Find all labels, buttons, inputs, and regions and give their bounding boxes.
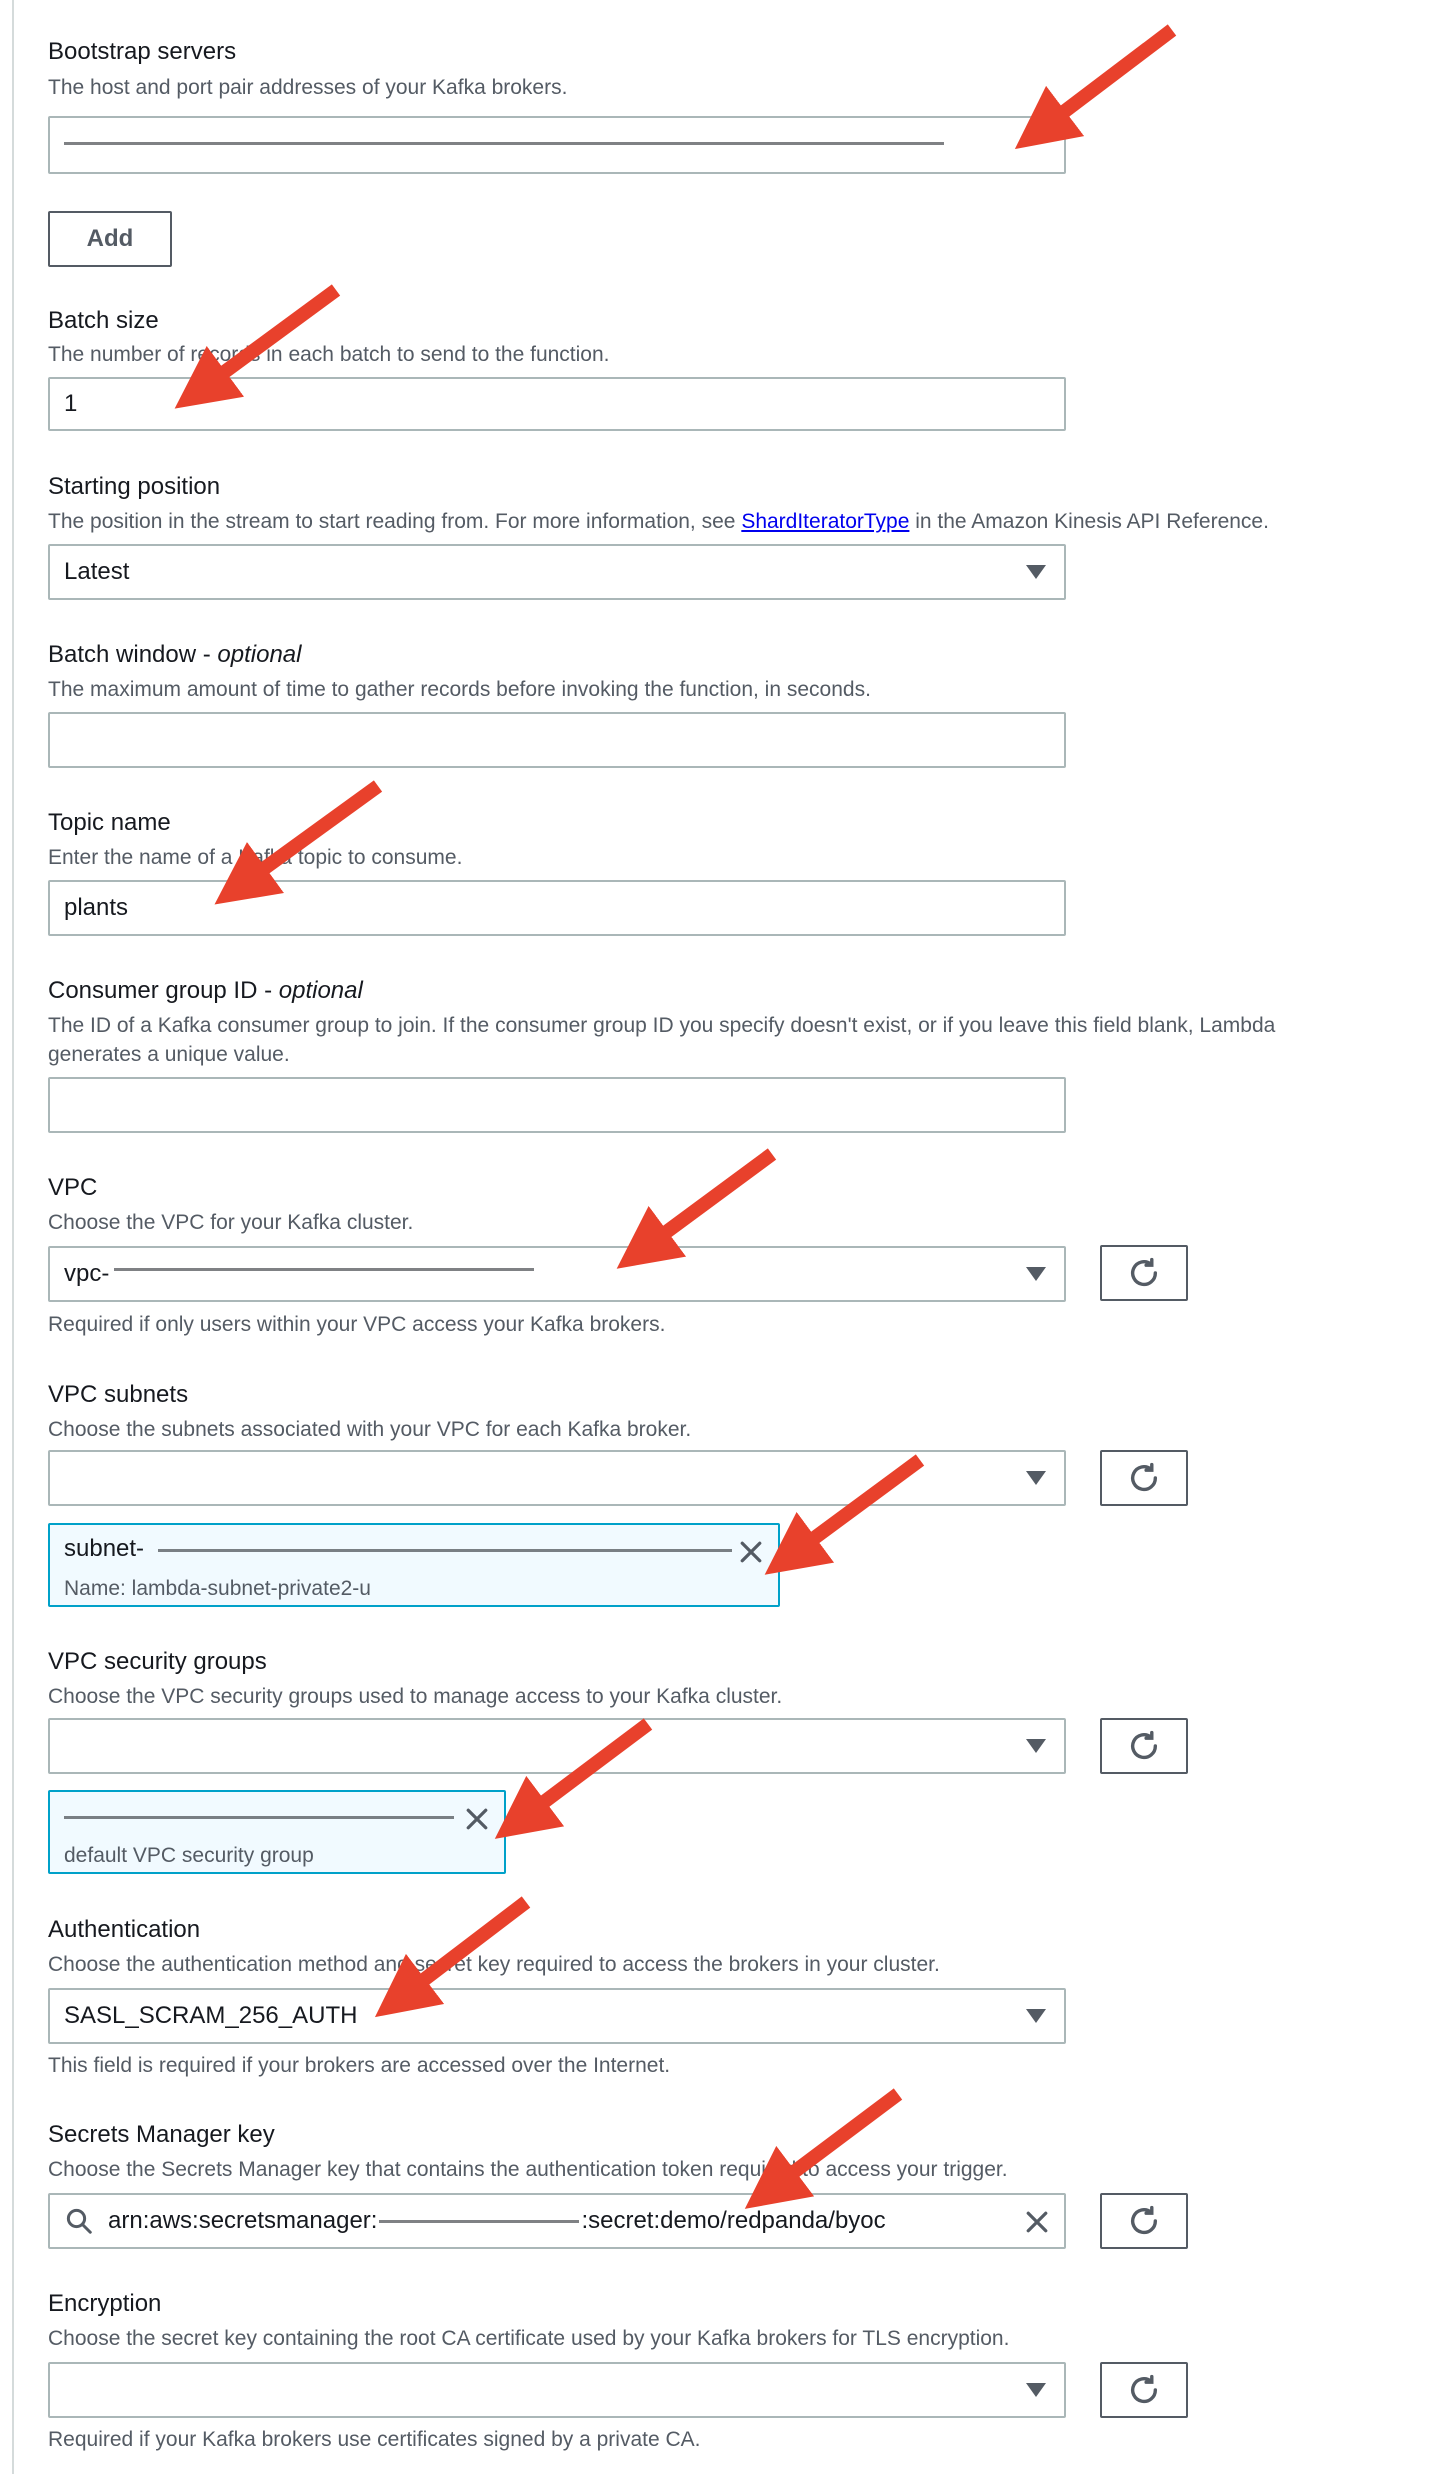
caret-down-icon [1026,2383,1046,2397]
bootstrap-server-input[interactable] [48,116,1066,174]
batch-size-value: 1 [64,390,78,417]
starting-position-label: Starting position [48,473,221,500]
consumer-group-input[interactable] [48,1077,1066,1133]
optional-text: optional [278,977,363,1004]
label-text: Batch window - [48,641,218,668]
bootstrap-description: The host and port pair addresses of your Kafka brokers. [48,76,568,99]
caret-down-icon [1026,1267,1046,1281]
consumer-group-description-1: The ID of a Kafka consumer group to join. If the consumer group ID you specify doesn't exist, or if you leave this field blank, Lambda [48,1014,1276,1037]
add-server-button[interactable]: Add [48,211,172,267]
redacted-text [64,142,944,145]
redacted-text [114,1268,534,1271]
encryption-description: Choose the secret key containing the root CA certificate used by your Kafka brokers for TLS encryption. [48,2327,1010,2350]
authentication-value: SASL_SCRAM_256_AUTH [64,2002,358,2029]
vpc-help: Required if only users within your VPC access your Kafka brokers. [48,1313,666,1336]
security-groups-label: VPC security groups [48,1648,267,1675]
bootstrap-label: Bootstrap servers [48,38,237,65]
refresh-icon [1127,2204,1161,2238]
redacted-text [379,2220,579,2223]
subnet-token-id: subnet- [64,1535,145,1562]
authentication-description: Choose the authentication method and secret key required to access the brokers in your cluster. [48,1953,940,1976]
security-groups-refresh-button[interactable] [1100,1718,1188,1774]
batch-window-description: The maximum amount of time to gather records before invoking the function, in seconds. [48,678,871,701]
secrets-key-value-prefix: arn:aws:secretsmanager: [108,2207,378,2234]
refresh-icon [1127,1256,1161,1290]
subnet-token [48,1523,780,1607]
encryption-label: Encryption [48,2290,162,2317]
authentication-label: Authentication [48,1916,201,1943]
caret-down-icon [1026,2009,1046,2023]
close-icon[interactable] [1022,2207,1052,2237]
description-text: The position in the stream to start reading from. For more information, see [48,510,742,533]
vpc-label: VPC [48,1174,98,1201]
batch-window-input[interactable] [48,712,1066,768]
caret-down-icon [1026,1739,1046,1753]
refresh-icon [1127,1461,1161,1495]
caret-down-icon [1026,1471,1046,1485]
vpc-select[interactable] [48,1246,1066,1302]
encryption-help: Required if your Kafka brokers use certificates signed by a private CA. [48,2428,701,2451]
redacted-text [158,1549,732,1552]
topic-name-input[interactable] [48,880,1066,936]
security-groups-description: Choose the VPC security groups used to manage access to your Kafka cluster. [48,1685,783,1708]
consumer-group-description-2: generates a unique value. [48,1043,290,1066]
refresh-icon [1127,1729,1161,1763]
subnet-token-name: Name: lambda-subnet-private2-u [64,1577,371,1600]
secrets-key-refresh-button[interactable] [1100,2193,1188,2249]
batch-size-label: Batch size [48,307,159,334]
close-icon[interactable] [736,1537,766,1567]
secrets-key-label: Secrets Manager key [48,2121,275,2148]
topic-name-label: Topic name [48,809,171,836]
authentication-select[interactable] [48,1988,1066,2044]
subnets-refresh-button[interactable] [1100,1450,1188,1506]
subnets-description: Choose the subnets associated with your VPC for each Kafka broker. [48,1418,692,1441]
encryption-select[interactable] [48,2362,1066,2418]
subnets-select[interactable] [48,1450,1066,1506]
vpc-value: vpc- [64,1260,110,1287]
redacted-text [64,1816,454,1819]
security-group-token-name: default VPC security group [64,1844,314,1867]
authentication-help: This field is required if your brokers are accessed over the Internet. [48,2054,671,2077]
batch-window-label [48,641,301,669]
vpc-refresh-button[interactable] [1100,1245,1188,1301]
secrets-key-description: Choose the Secrets Manager key that contains the authentication token required to access your trigger. [48,2158,1008,2181]
security-group-token [48,1790,506,1874]
starting-position-select[interactable] [48,544,1066,600]
vpc-description: Choose the VPC for your Kafka cluster. [48,1211,414,1234]
search-icon [64,2206,94,2236]
batch-size-description: The number of records in each batch to send to the function. [48,343,610,366]
topic-name-value: plants [64,894,129,921]
starting-position-value: Latest [64,558,130,585]
encryption-refresh-button[interactable] [1100,2362,1188,2418]
starting-position-description [48,507,1269,537]
security-groups-select[interactable] [48,1718,1066,1774]
refresh-icon [1127,2373,1161,2407]
optional-text: optional [217,641,302,668]
secrets-key-value-suffix: :secret:demo/redpanda/byoc [581,2207,886,2234]
batch-size-input[interactable] [48,377,1066,431]
close-icon[interactable] [462,1804,492,1834]
caret-down-icon [1026,565,1046,579]
description-text: in the Amazon Kinesis API Reference. [909,510,1269,533]
label-text: Consumer group ID - [48,977,279,1004]
subnets-label: VPC subnets [48,1381,189,1408]
consumer-group-label [48,977,363,1005]
topic-name-description: Enter the name of a Kafka topic to consume. [48,846,463,869]
shard-iterator-link[interactable]: ShardIteratorType [741,510,910,533]
secrets-key-search-input[interactable] [48,2193,1066,2249]
